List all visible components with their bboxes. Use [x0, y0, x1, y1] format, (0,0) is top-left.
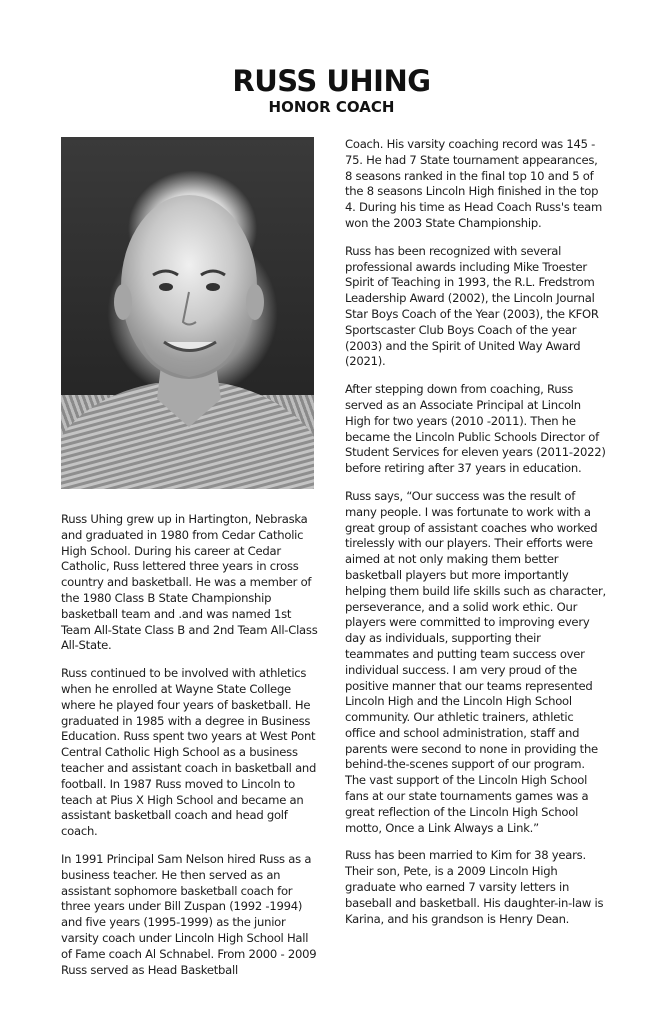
page-header [0, 64, 663, 116]
page-title: RUSS UHING [232, 64, 431, 98]
bio-paragraph: After stepping down from coaching, Russ served as an Associate Principal at Lincoln High for two years (2010 -2011). Then he became the Lincoln Public Schools Director of Student Services for eleven years (2011-2022) before retiring after 37 years in education. [345, 382, 606, 476]
bio-paragraph: Russ has been recognized with several professional awards including Mike Troester Spirit of Teaching in 1993, the R.L. Fredstrom Leadership Award (2002), the Lincoln Journal Star Boys Coach of the Year (2003), the KFOR Sportscaster Club Boys Coach of the year (2003) and the Spirit of United Way Award (2021). [345, 243, 599, 369]
left-column [61, 512, 321, 990]
bio-paragraph: Russ Uhing grew up in Hartington, Nebraska and graduated in 1980 from Cedar Catholic High School. During his career at Cedar Catholic, Russ lettered three years in cross country and basketball. He was a member of the 1980 Class B State Championship basketball team and .and was named 1st Team All-State Class B and 2nd Team All-Class All-State. [61, 512, 318, 653]
right-column [345, 137, 607, 939]
portrait-figure [61, 137, 314, 489]
bio-paragraph: Russ has been married to Kim for 38 years. Their son, Pete, is a 2009 Lincoln High graduate who earned 7 varsity letters in baseball and basketball. His daughter-in-law is Karina, and his grandson is Henry Dean. [345, 848, 604, 926]
portrait-photo [61, 137, 314, 489]
page-subtitle: HONOR COACH [268, 98, 395, 116]
quote-paragraph: Russ says, “Our success was the result of many people. I was fortunate to work with a great group of assistant coaches who worked tirelessly with our players. Their efforts were aimed at not only making them better basketball players but more importantly helping them build life skills such as character, perseverance, and a solid work ethic. Our players were committed to improving every day as individuals, supporting their teammates and putting team success over individual success. I am very proud of the positive manner that our teams represented Lincoln High and the Lincoln High School community. Our athletic trainers, athletic office and school administration, staff and parents were second to none in providing the behind-the-scenes support of our program. The vast support of the Lincoln High School fans at our state tournaments games was a great reflection of the Lincoln High School motto, Once a Link Always a Link.” [345, 488, 606, 835]
bio-paragraph: Coach. His varsity coaching record was 145 - 75. He had 7 State tournament appearances, 8 seasons ranked in the final top 10 and 5 of the 8 seasons Lincoln High finished in the top 4. During his time as Head Coach Russ's team won the 2003 State Championship. [345, 137, 603, 230]
bio-paragraph: In 1991 Principal Sam Nelson hired Russ as a business teacher. He then served as an assistant sophomore basketball coach for three years under Bill Zuspan (1992 -1994) and five years (1995-1999) as the junior varsity coach under Lincoln High School Hall of Fame coach Al Schnabel. From 2000 - 2009 Russ served as Head Basketball [61, 851, 317, 977]
bio-paragraph: Russ continued to be involved with athletics when he enrolled at Wayne State College where he played four years of basketball. He graduated in 1985 with a degree in Business Education. Russ spent two years at West Pont Central Catholic High School as a business teacher and assistant coach in basketball and football. In 1987 Russ moved to Lincoln to teach at Pius X High School and became an assistant basketball coach and head golf coach. [61, 666, 317, 839]
